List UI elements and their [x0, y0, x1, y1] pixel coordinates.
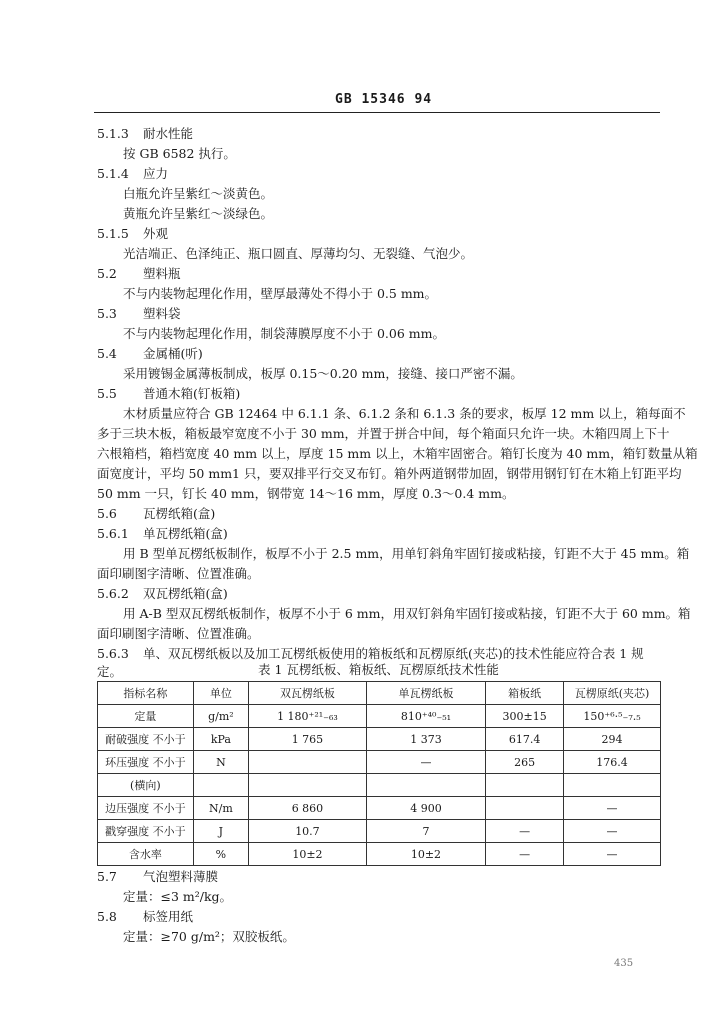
table-cell: [564, 774, 661, 797]
paragraph-line: 木材质量应符合 GB 12464 中 6.1.1 条、6.1.2 条和 6.1.3 条的要求，板厚 12 mm 以上，箱每面不: [123, 406, 686, 421]
table-cell: —: [486, 820, 564, 843]
table-caption: 表 1 瓦楞纸板、箱板纸、瓦楞原纸技术性能: [258, 662, 499, 677]
paragraph-line: 50 mm 一只，钉长 40 mm，钢带宽 14～16 mm，厚度 0.3～0.4 mm。: [97, 486, 515, 501]
table-cell: 810⁺⁴⁰₋₅₁: [366, 705, 485, 728]
section-title: 双瓦楞纸箱(盒): [143, 586, 228, 601]
table-cell: 耐破强度 不小于: [98, 728, 194, 751]
table-cell: 10.7: [249, 820, 367, 843]
table-header-cell: 单位: [193, 682, 248, 705]
section-title: 瓦楞纸箱(盒): [143, 506, 216, 521]
section-number: 5.7: [97, 869, 117, 884]
table-row: [98, 728, 661, 751]
table-cell: [249, 751, 367, 774]
section-number: 5.8: [97, 909, 117, 924]
paragraph-line: 按 GB 6582 执行。: [123, 146, 236, 161]
section-heading: [97, 125, 193, 143]
table-cell: g/m²: [193, 705, 248, 728]
section-heading: [97, 265, 181, 283]
section-number: 5.2: [97, 266, 117, 281]
paragraph-line: 定量：≤3 m²/kg。: [123, 889, 233, 904]
table-row: [98, 797, 661, 820]
table-cell: 1 180⁺²¹₋₆₃: [249, 705, 367, 728]
table-row: [98, 705, 661, 728]
paragraph-line: 黄瓶允许呈紫红～淡绿色。: [123, 206, 274, 221]
section-number: 5.1.5: [97, 226, 129, 241]
section-title: 塑料瓶: [143, 266, 181, 281]
paragraph-line: 不与内装物起理化作用，壁厚最薄处不得小于 0.5 mm。: [123, 286, 438, 301]
tech-performance-table: [97, 681, 661, 866]
table-cell: N: [193, 751, 248, 774]
table-cell: —: [564, 797, 661, 820]
section-number: 5.3: [97, 306, 117, 321]
table-header-cell: 瓦楞原纸(夹芯): [564, 682, 661, 705]
table-cell: kPa: [193, 728, 248, 751]
section-title: 单、双瓦楞纸板以及加工瓦楞纸板使用的箱板纸和瓦楞原纸(夹芯)的技术性能应符合表 1 规: [143, 646, 644, 661]
paragraph-line: 白瓶允许呈紫红～淡黄色。: [123, 186, 274, 201]
table-cell: N/m: [193, 797, 248, 820]
table-cell: %: [193, 843, 248, 866]
paragraph-line: 面印刷图字清晰、位置准确。: [97, 626, 260, 641]
paragraph-line: 光洁端正、色泽纯正、瓶口圆直、厚薄均匀、无裂缝、气泡少。: [123, 246, 474, 261]
paragraph-line: 面宽度计，平均 50 mm1 只，要双排平行交叉布钉。箱外两道钢带加固，钢带用钢钉钉在木箱上钉距平均: [97, 466, 682, 481]
section-title: 普通木箱(钉板箱): [143, 386, 241, 401]
table-cell: 戳穿强度 不小于: [98, 820, 194, 843]
table-cell: 176.4: [564, 751, 661, 774]
table-header-cell: 双瓦楞纸板: [249, 682, 367, 705]
standard-number: GB 15346 94: [335, 92, 433, 107]
table-cell: 150⁺⁶·⁵₋₇.₅: [564, 705, 661, 728]
section-heading: [97, 585, 228, 603]
table-header-cell: 指标名称: [98, 682, 194, 705]
table-cell: 含水率: [98, 843, 194, 866]
section-heading: [97, 525, 228, 543]
table-cell: —: [366, 751, 485, 774]
section-heading: [97, 165, 168, 183]
paragraph-line: 用 B 型单瓦楞纸板制作，板厚不小于 2.5 mm，用单钉斜角牢固钉接或粘接，钉距不大于 45 mm。箱: [123, 546, 690, 561]
table-cell: 617.4: [486, 728, 564, 751]
table-cell: 定量: [98, 705, 194, 728]
table-cell: 300±15: [486, 705, 564, 728]
table-header-cell: 单瓦楞纸板: [366, 682, 485, 705]
table-row: [98, 820, 661, 843]
table-cell: —: [564, 820, 661, 843]
section-title: 气泡塑料薄膜: [143, 869, 219, 884]
section-number: 5.4: [97, 346, 117, 361]
table-cell: —: [486, 843, 564, 866]
section-title: 单瓦楞纸箱(盒): [143, 526, 228, 541]
table-cell: [486, 774, 564, 797]
section-number: 5.6.2: [97, 586, 129, 601]
section-title: 金属桶(听): [143, 346, 203, 361]
paragraph-line: 采用镀锡金属薄板制成，板厚 0.15～0.20 mm，接缝、接口严密不漏。: [123, 366, 523, 381]
page-number: 435: [614, 958, 634, 969]
paragraph-line: 不与内装物起理化作用，制袋薄膜厚度不小于 0.06 mm。: [123, 326, 445, 341]
section-title: 塑料袋: [143, 306, 181, 321]
header-rule: [94, 112, 660, 113]
section-number: 5.5: [97, 386, 117, 401]
table-cell: J: [193, 820, 248, 843]
section-heading: [97, 225, 168, 243]
table-cell: 4 900: [366, 797, 485, 820]
section-number: 5.1.3: [97, 126, 129, 141]
table-cell: [193, 774, 248, 797]
paragraph-line: 面印刷图字清晰、位置准确。: [97, 566, 260, 581]
paragraph-line: 六根箱档，箱档宽度 40 mm 以上，厚度 15 mm 以上，木箱牢固密合。箱钉长度为 40 mm，箱钉数量从箱: [97, 446, 698, 461]
running-header: [0, 92, 722, 116]
section-number: 5.1.4: [97, 166, 129, 181]
paragraph-line: 定量：≥70 g/m²；双胶板纸。: [123, 929, 295, 944]
section-title: 耐水性能: [143, 126, 194, 141]
table-cell: [249, 774, 367, 797]
table-cell: 环压强度 不小于: [98, 751, 194, 774]
section-heading: [97, 908, 193, 926]
table-cell: 10±2: [366, 843, 485, 866]
section-heading: [97, 868, 218, 886]
table-cell: [366, 774, 485, 797]
table-cell: 1 765: [249, 728, 367, 751]
table-cell: 294: [564, 728, 661, 751]
table-cell: —: [564, 843, 661, 866]
table-cell: 265: [486, 751, 564, 774]
section-heading: [97, 305, 181, 323]
section-number: 5.6: [97, 506, 117, 521]
table-row: [98, 843, 661, 866]
section-number: 5.6.3: [97, 646, 129, 661]
table-cell: 6 860: [249, 797, 367, 820]
table-header-cell: 箱板纸: [486, 682, 564, 705]
section-title: 应力: [143, 166, 169, 181]
section-title: 标签用纸: [143, 909, 194, 924]
section-number: 5.6.1: [97, 526, 129, 541]
table-cell: 10±2: [249, 843, 367, 866]
table-cell: 边压强度 不小于: [98, 797, 194, 820]
table-row: [98, 751, 661, 774]
section-heading: [97, 385, 240, 403]
table-row: [98, 774, 661, 797]
table-cell: (横向): [98, 774, 194, 797]
section-heading: [97, 505, 215, 523]
section-title: 外观: [143, 226, 169, 241]
section-heading: [97, 345, 203, 363]
table-cell: [486, 797, 564, 820]
table-cell: 1 373: [366, 728, 485, 751]
paragraph-line: 多于三块木板，箱板最窄宽度不小于 30 mm，并置于拼合中间，每个箱面只允许一块。木箱四周上下十: [97, 426, 670, 441]
table-header-row: [98, 682, 661, 705]
table-cell: 7: [366, 820, 485, 843]
paragraph-line: 定。: [97, 664, 123, 679]
paragraph-line: 用 A-B 型双瓦楞纸板制作，板厚不小于 6 mm，用双钉斜角牢固钉接或粘接，钉距不大于 60 mm。箱: [123, 606, 691, 621]
